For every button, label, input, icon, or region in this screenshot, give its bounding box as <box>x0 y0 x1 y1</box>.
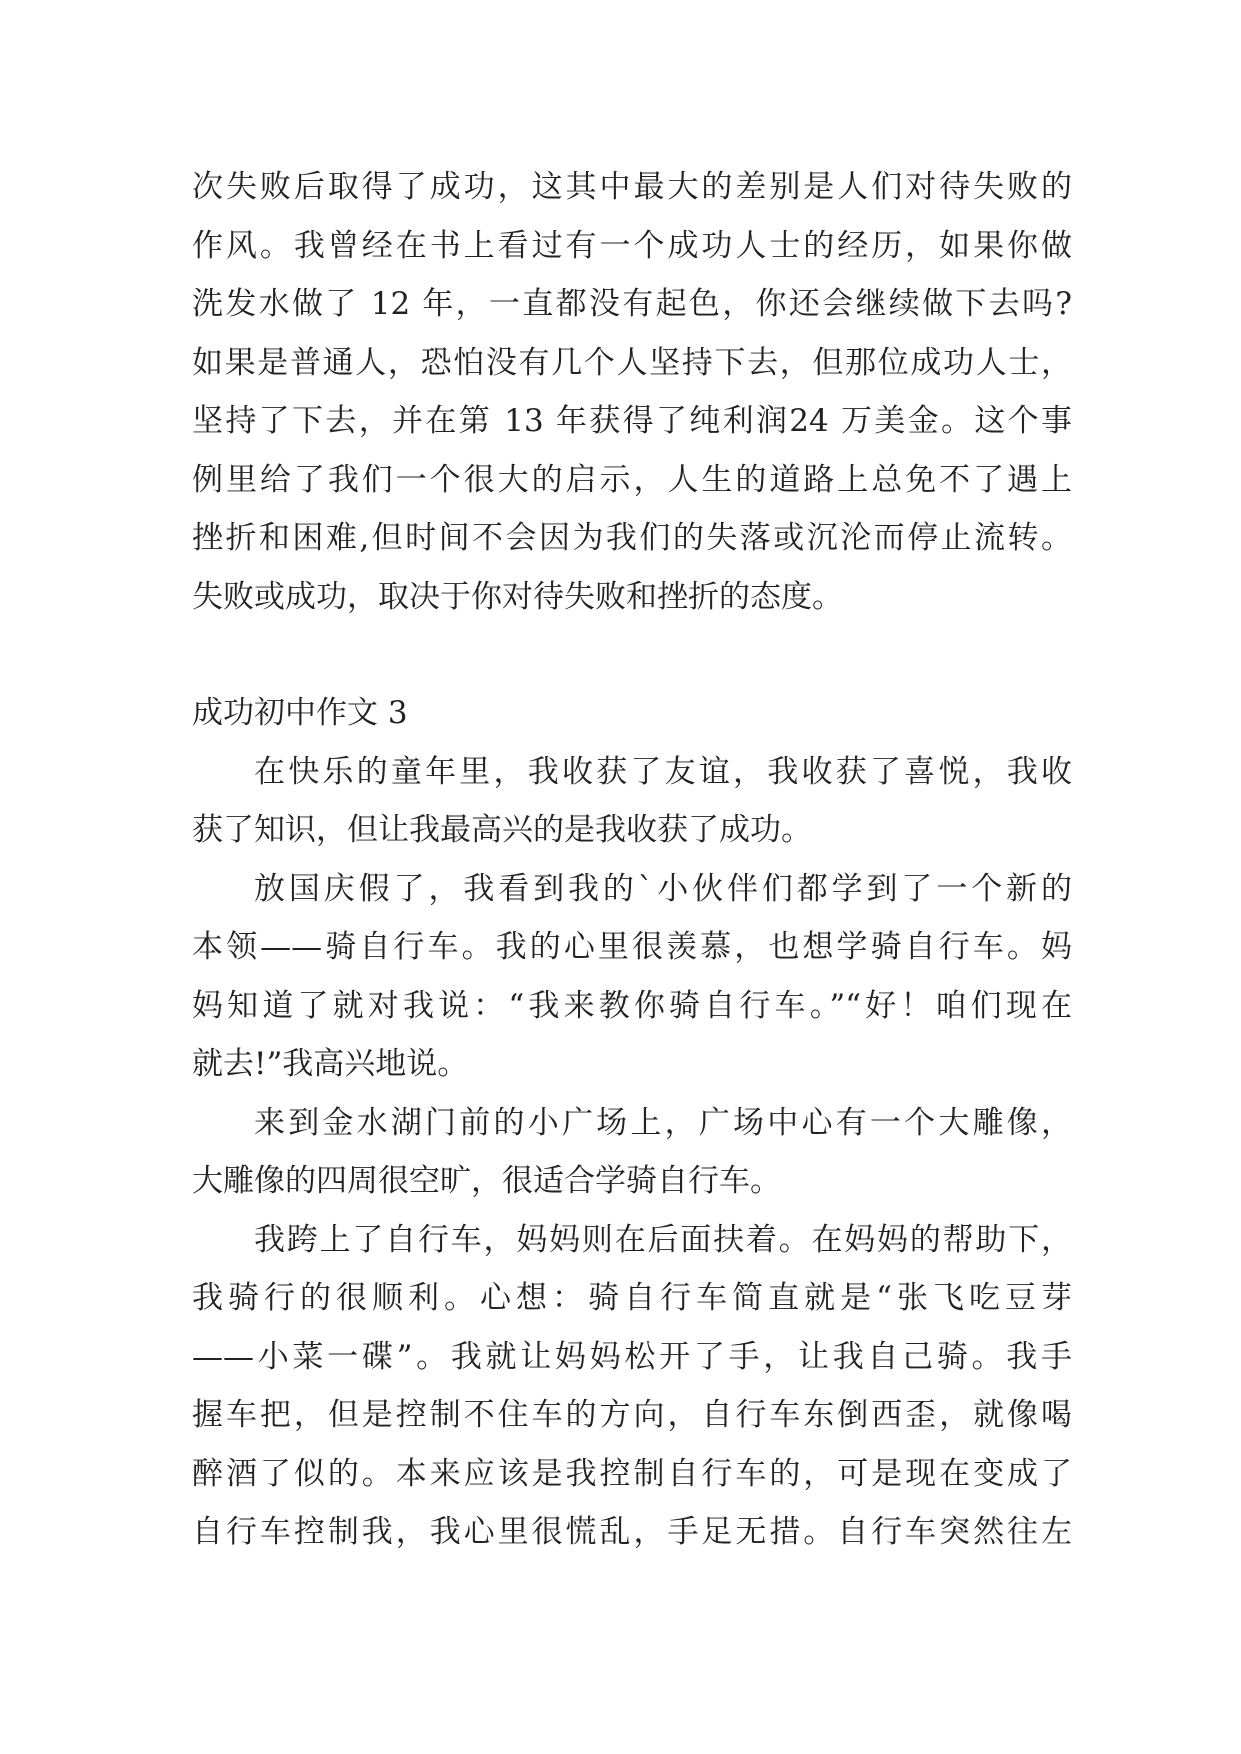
text-line: 例里给了我们一个很大的启示，人生的道路上总免不了遇上 <box>192 461 1072 498</box>
section-heading: 成功初中作文 3 <box>192 695 408 731</box>
text-line: 来到金水湖门前的小广场上，广场中心有一个大雕像， <box>254 1104 1072 1141</box>
text-line: 挫折和困难,但时间不会因为我们的失落或沉沦而停止流转。 <box>192 520 1072 556</box>
document-body <box>192 158 1072 1562</box>
text-line: 洗发水做了 12 年，一直都没有起色，你还会继续做下去吗? <box>192 286 1072 322</box>
text-line: 我骑行的很顺利。心想：骑自行车简直就是“张飞吃豆芽 <box>192 1280 1072 1316</box>
text-line: 我跨上了自行车，妈妈则在后面扶着。在妈妈的帮助下， <box>254 1221 1072 1258</box>
text-line: 醉酒了似的。本来应该是我控制自行车的，可是现在变成了 <box>192 1455 1072 1492</box>
text-line: 在快乐的童年里，我收获了友谊，我收获了喜悦，我收 <box>254 753 1072 790</box>
text-line: 获了知识，但让我最高兴的是我收获了成功。 <box>192 812 812 848</box>
text-line: 就去!”我高兴地说。 <box>192 1046 469 1082</box>
text-line: 放国庆假了，我看到我的`小伙伴们都学到了一个新的 <box>254 870 1072 907</box>
text-line: 握车把，但是控制不住车的方向，自行车东倒西歪，就像喝 <box>192 1397 1072 1433</box>
text-line: 妈知道了就对我说：“我来教你骑自行车。”“好！咱们现在 <box>192 987 1072 1024</box>
text-line: 坚持了下去，并在第 13 年获得了纯利润24 万美金。这个事 <box>192 403 1072 439</box>
text-line: 大雕像的四周很空旷，很适合学骑自行车。 <box>192 1163 781 1199</box>
section-gap <box>192 626 1072 684</box>
text-line: ——小菜一碟”。我就让妈妈松开了手，让我自己骑。我手 <box>192 1338 1072 1375</box>
text-line: 次失败后取得了成功，这其中最大的差别是人们对待失败的 <box>192 169 1072 205</box>
text-line: 作风。我曾经在书上看过有一个成功人士的经历，如果你做 <box>192 227 1072 264</box>
text-line: 失败或成功，取决于你对待失败和挫折的态度。 <box>192 578 843 615</box>
text-line: 本领——骑自行车。我的心里很羡慕，也想学骑自行车。妈 <box>192 929 1072 965</box>
text-line: 自行车控制我，我心里很慌乱，手足无措。自行车突然往左 <box>192 1514 1072 1550</box>
text-line: 如果是普通人，恐怕没有几个人坚持下去，但那位成功人士， <box>192 344 1072 381</box>
